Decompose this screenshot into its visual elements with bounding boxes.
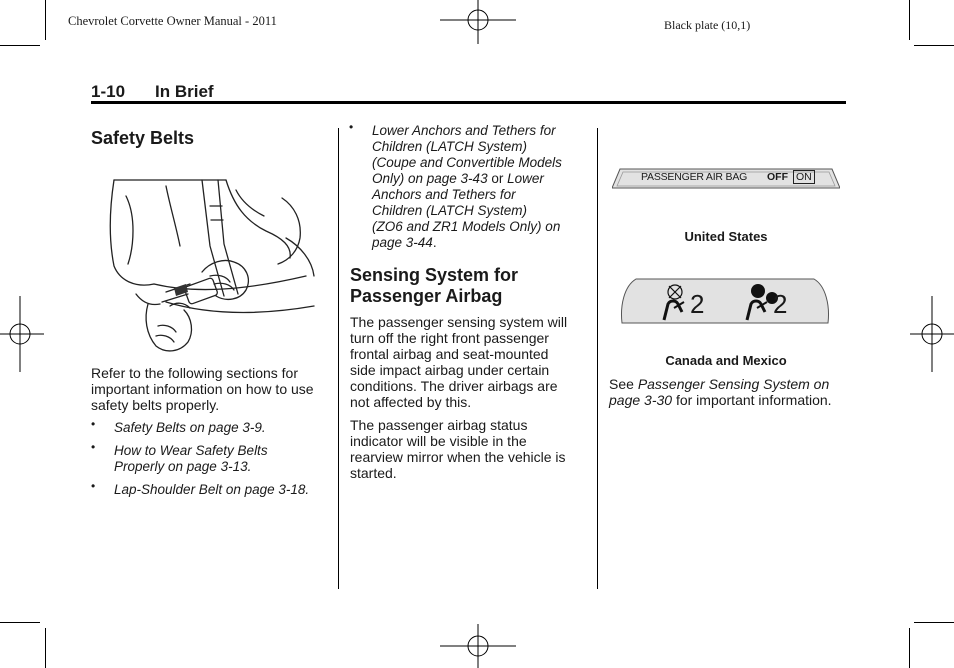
heading-line: Passenger Airbag — [350, 286, 503, 306]
column-divider — [597, 128, 598, 589]
bullet-icon: • — [349, 120, 354, 134]
crop-mark — [909, 628, 910, 668]
text-line: Children (LATCH System) — [372, 203, 528, 218]
text-line: frontal airbag and seat-mounted — [350, 346, 549, 362]
bullet-item[interactable] — [91, 417, 266, 436]
page-number: 1-10 — [91, 82, 126, 101]
bullet-text: How to Wear Safety Belts — [114, 443, 268, 458]
text-line: The passenger airbag status — [350, 417, 528, 433]
link-text[interactable]: page 3-44 — [372, 235, 433, 250]
seat-number: 2 — [690, 289, 705, 319]
crop-mark — [909, 0, 910, 40]
bullet-icon: • — [91, 479, 96, 493]
link-text[interactable]: Only) on page 3-43 — [372, 171, 488, 186]
text-line: rearview mirror when the vehicle is — [350, 449, 566, 465]
seat-number: 2 — [773, 289, 788, 319]
registration-mark-icon — [440, 0, 516, 44]
bullet-text: Lap-Shoulder Belt on page 3-18. — [114, 482, 310, 497]
bullet-item[interactable] — [91, 479, 310, 498]
link-text[interactable]: page 3-30 — [609, 392, 673, 408]
text-line: started. — [350, 465, 397, 481]
crop-mark — [0, 45, 40, 46]
bullet-item[interactable] — [91, 440, 268, 475]
sensing-para-1 — [350, 314, 567, 410]
indicator-label: PASSENGER AIR BAG — [641, 171, 748, 183]
text-line: side impact airbag under certain — [350, 362, 550, 378]
latch-bullet[interactable] — [349, 120, 562, 251]
crop-mark — [45, 0, 46, 40]
registration-mark-icon — [910, 296, 954, 372]
bullet-text: Properly on page 3-13. — [114, 459, 252, 474]
indicator-frame — [620, 276, 830, 325]
canada-airbag-indicator — [620, 276, 830, 325]
text-line — [372, 171, 562, 187]
crop-mark — [914, 45, 954, 46]
text-line: conditions. The driver airbags are — [350, 378, 558, 394]
heading-line: Sensing System for — [350, 265, 519, 285]
us-caption: United States — [684, 229, 768, 244]
header-rule — [91, 101, 846, 104]
text-line: turn off the right front passenger — [350, 330, 549, 346]
text-line: not affected by this. — [350, 394, 472, 410]
safety-belts-heading: Safety Belts — [91, 128, 195, 148]
text-line: (Coupe and Convertible Models — [372, 155, 562, 170]
text-line: Anchors and Tethers for — [372, 187, 516, 202]
see-reference — [609, 376, 832, 408]
text-line: The passenger sensing system will — [350, 314, 568, 330]
text-line: (ZO6 and ZR1 Models Only) on — [372, 219, 561, 234]
plate-label: Black plate (10,1) — [664, 18, 751, 32]
bullet-text: Safety Belts on page 3-9. — [114, 420, 266, 435]
link-text[interactable]: Lower — [507, 171, 544, 186]
sensing-system-heading — [350, 265, 518, 307]
crop-mark — [914, 622, 954, 623]
text-line: Lower Anchors and Tethers for — [372, 123, 556, 138]
bullet-icon: • — [91, 440, 96, 454]
text-line: safety belts properly. — [91, 397, 220, 413]
safety-belts-intro — [91, 365, 314, 413]
us-airbag-indicator — [612, 167, 840, 189]
registration-mark-icon — [0, 296, 44, 372]
registration-mark-icon — [440, 624, 516, 668]
text-line: important information on how to use — [91, 381, 314, 397]
seat-belt-buckle-illustration — [106, 176, 318, 358]
text-line — [609, 376, 832, 392]
text-fragment: . — [432, 235, 437, 250]
link-text[interactable]: Passenger Sensing System on — [637, 376, 830, 392]
canada-caption: Canada and Mexico — [665, 353, 787, 368]
text-fragment: or — [487, 171, 508, 186]
indicator-on: ON — [793, 170, 815, 184]
text-line: Refer to the following sections for — [91, 365, 298, 381]
sensing-para-2 — [350, 417, 566, 481]
section-title: In Brief — [155, 82, 214, 101]
column-divider — [338, 128, 339, 589]
crop-mark — [0, 622, 40, 623]
bullet-icon: • — [91, 417, 96, 431]
section-header — [91, 82, 214, 102]
text-fragment: See — [609, 376, 638, 392]
crop-mark — [45, 628, 46, 668]
manual-title: Chevrolet Corvette Owner Manual - 2011 — [68, 14, 277, 28]
text-line — [609, 392, 832, 408]
text-line: Children (LATCH System) — [372, 139, 528, 154]
text-line — [372, 235, 562, 251]
indicator-off: OFF — [767, 171, 788, 183]
text-fragment: for important information. — [672, 392, 832, 408]
text-line: indicator will be visible in the — [350, 433, 527, 449]
